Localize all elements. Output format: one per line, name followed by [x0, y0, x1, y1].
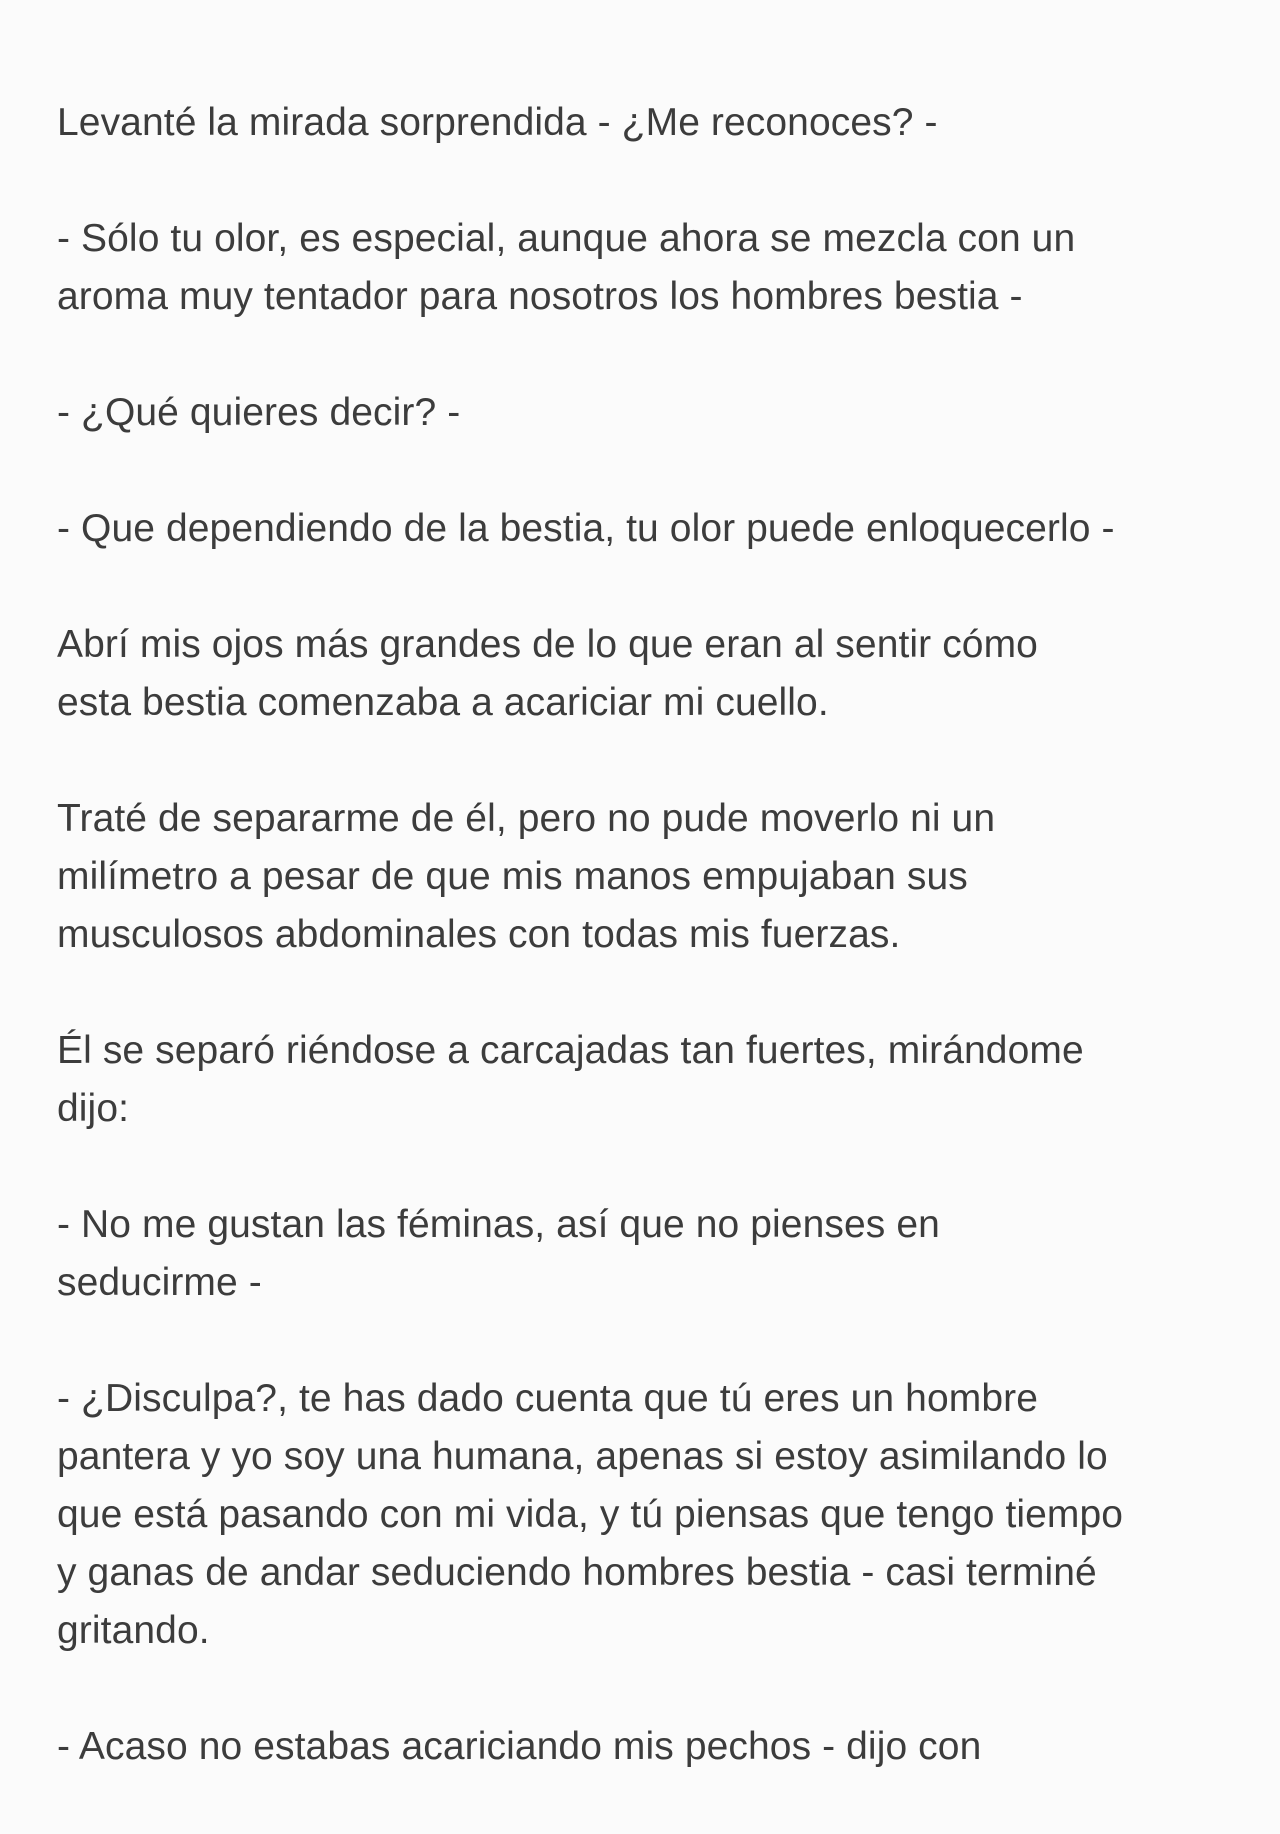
text-line: esta bestia comenzaba a acariciar mi cuello.	[57, 681, 829, 724]
text-line: - Acaso no estabas acariciando mis pechos - dijo con	[57, 1725, 982, 1768]
text-line: dijo:	[57, 1087, 130, 1130]
paragraph	[57, 1196, 1237, 1312]
paragraph	[57, 1022, 1237, 1138]
text-line: Levanté la mirada sorprendida - ¿Me reconoces? -	[57, 101, 938, 144]
text-line: milímetro a pesar de que mis manos empujaban sus	[57, 855, 968, 898]
text-line: aroma muy tentador para nosotros los hombres bestia -	[57, 275, 1023, 318]
text-line: que está pasando con mi vida, y tú piensas que tengo tiempo	[57, 1493, 1124, 1536]
text-line: Él se separó riéndose a carcajadas tan fuertes, mirándome	[57, 1029, 1084, 1072]
paragraph	[57, 384, 1237, 442]
text-line: - ¿Disculpa?, te has dado cuenta que tú eres un hombre	[57, 1377, 1038, 1420]
text-line: - ¿Qué quieres decir? -	[57, 391, 461, 434]
text-line: Abrí mis ojos más grandes de lo que eran al sentir cómo	[57, 623, 1038, 666]
text-line: - Sólo tu olor, es especial, aunque ahora se mezcla con un	[57, 217, 1076, 260]
paragraph	[57, 1718, 1237, 1776]
text-line: seducirme -	[57, 1261, 262, 1304]
text-line: pantera y yo soy una humana, apenas si estoy asimilando lo	[57, 1435, 1108, 1478]
text-line: y ganas de andar seduciendo hombres bestia - casi terminé	[57, 1551, 1097, 1594]
document-body	[57, 94, 1237, 1834]
text-line: gritando.	[57, 1609, 210, 1652]
paragraph	[57, 1370, 1237, 1660]
text-line: musculosos abdominales con todas mis fuerzas.	[57, 913, 901, 956]
paragraph	[57, 210, 1237, 326]
paragraph	[57, 500, 1237, 558]
paragraph	[57, 616, 1237, 732]
text-line: Traté de separarme de él, pero no pude moverlo ni un	[57, 797, 996, 840]
paragraph	[57, 94, 1237, 152]
text-line: - Que dependiendo de la bestia, tu olor puede enloquecerlo -	[57, 507, 1115, 550]
text-line: - No me gustan las féminas, así que no pienses en	[57, 1203, 940, 1246]
paragraph	[57, 790, 1237, 964]
